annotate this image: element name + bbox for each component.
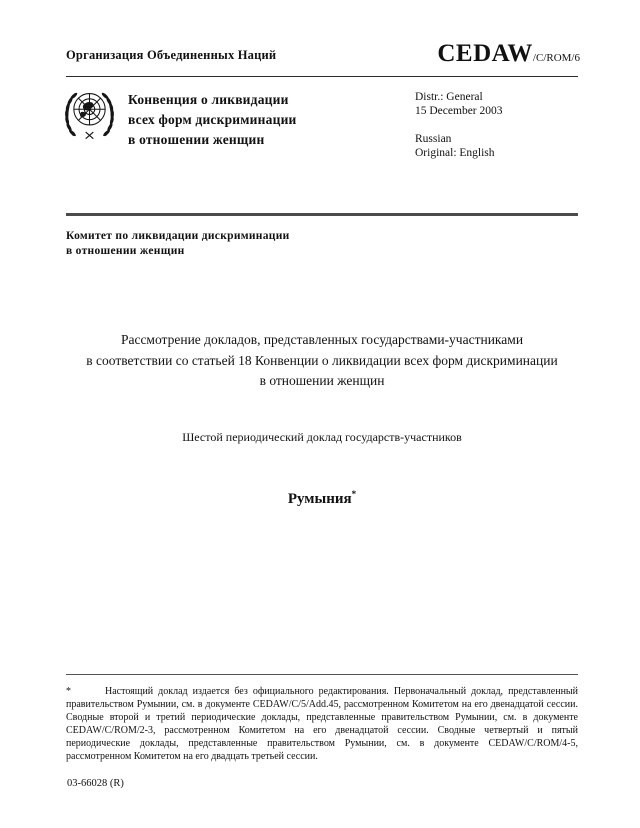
committee-heading-line: в отношении женщин	[66, 244, 185, 257]
header-divider	[66, 76, 578, 77]
country-name	[66, 491, 578, 508]
distribution-block	[415, 90, 503, 160]
convention-title-line: в отношении женщин	[128, 132, 265, 147]
distribution-type: Distr.: General	[415, 91, 483, 103]
document-title-line: в соответствии со статьей 18 Конвенции о ликвидации всех форм дискриминации	[86, 352, 558, 368]
document-title-line: в отношении женщин	[259, 373, 385, 388]
committee-heading-line: Комитет по ликвидации дискриминации	[66, 230, 290, 242]
olive-branch-left	[65, 92, 79, 137]
document-title-line: Рассмотрение докладов, представленных государствами-участниками	[120, 332, 524, 347]
footnote-divider	[66, 674, 578, 675]
footnote-text: Настоящий доклад издается без официального редактирования. Первоначальный доклад, представленный правительством Румынии, см. в документе CEDAW/C/5/Add.45, рассмотренном Комитетом на его двенадцатой сессии. Сводные второй и третий периодические доклады, представленные правительством Румынии, см. в документе CEDAW/C/ROM/2-3, рассмотренном Комитетом на его двенадцатой сессии. Сводные четвертый и пятый периодические доклады, представленные правительством Румынии, см. в документе CEDAW/C/ROM/4-5, рассмотренном Комитетом на его двадцать третьей сессии.	[66, 686, 578, 762]
committee-heading	[66, 229, 290, 258]
symbol-suffix: /C/ROM/6	[532, 52, 580, 64]
distribution-date: 15 December 2003	[415, 105, 503, 117]
document-symbol	[437, 40, 580, 68]
masthead-divider	[66, 213, 578, 216]
convention-title	[128, 90, 297, 150]
document-header	[66, 40, 580, 68]
organization-title: Организация Объединенных Наций	[66, 48, 277, 62]
distribution-original: Original: English	[415, 147, 495, 159]
country-name-text: Румыния	[287, 491, 352, 507]
convention-title-line: Конвенция о ликвидации	[128, 92, 289, 107]
symbol-main: CEDAW	[437, 40, 533, 67]
document-title	[66, 330, 578, 392]
footnote-reference-marker: *	[351, 489, 357, 499]
convention-title-line: всех форм дискриминации	[128, 112, 297, 127]
footnote	[66, 685, 578, 763]
olive-branch-right	[101, 92, 115, 137]
report-subtitle: Шестой периодический доклад государств-участников	[182, 430, 462, 444]
document-number: 03-66028 (R)	[67, 778, 124, 789]
un-emblem-icon	[61, 87, 118, 141]
distribution-language: Russian	[415, 133, 452, 145]
footnote-marker: *	[66, 686, 71, 697]
